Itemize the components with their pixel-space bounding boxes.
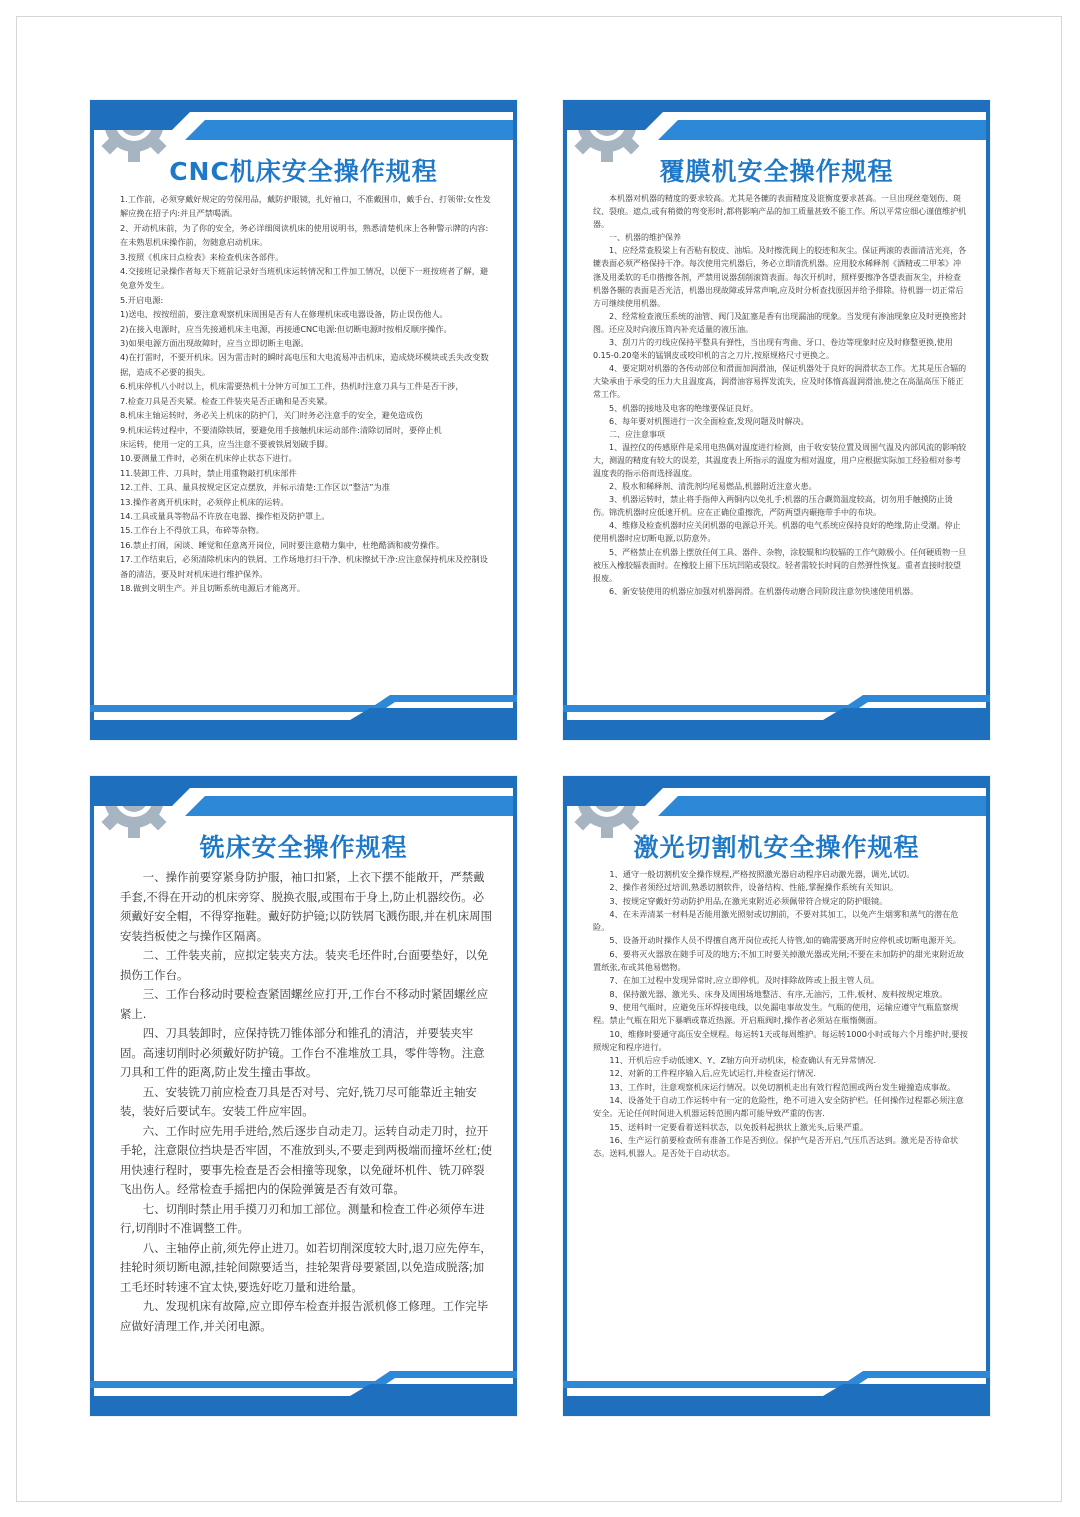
rule-line: 三、工作台移动时要检查紧固螺丝应打开,工作台不移动时紧固螺丝应紧上.: [120, 987, 489, 1021]
rule-line: 8.机床主轴运转时，务必关上机床的防护门，关门时务必注意手的安全，避免造成伤: [120, 410, 423, 421]
board-title: CNC机床安全操作规程: [169, 157, 438, 186]
rule-line: 4、在未弄清某一材料是否能用激光照射或切割前，不要对其加工，以免产生烟雾和蒸气的潜在危险。: [593, 908, 959, 933]
rule-line: 4、维修及检查机器时应关闭机器的电源总开关。机器的电气系统应保持良好的绝缘,防止受潮。停止使用机器时应切断电源,以防意外。: [593, 521, 961, 544]
board-content: [120, 192, 495, 595]
board-laminator-safety: [563, 100, 990, 740]
rule-line: 18.做到文明生产。并且切断系统电源后才能离开。: [120, 582, 305, 593]
rule-line: 六、工作时应先用手进给,然后逐步自动走刀。运转自动走刀时，拉开手轮，注意限位挡块是否牢固，不准放到头,不要走到两极端而撞坏丝杠;使用快速行程时，要事先检查是否会相撞等现象，以免碰坏机件、铣刀碎裂飞出伤人。经常检查手摇把内的保险弹簧是否有效可靠。: [120, 1123, 492, 1196]
board-milling-safety: [90, 776, 517, 1416]
board-cnc-safety: [90, 100, 517, 740]
rule-line: 4、要定期对机器的各传动部位和滑面加润滑油，保证机器处于良好的润滑状态工作。尤其是压合辐的大染承由于承受的压力大且温度高，润滑油容易挥发流失，应及时体惰高温润滑油,使之在高温高压下能正常工作。: [593, 364, 967, 400]
rule-line: 10、维修时要通守高压安全规程。每运转1天或每周维护。每运转1000小时或每六个月维护时,要按照规定和程序进行。: [593, 1028, 968, 1052]
rule-line: 2、经常检查液压系统的油管、阀门及缸塞是香有出现漏油的现象。当发现有渗油现象应及时更换密封图。还应及时向液压筒内补充适量的液压油。: [593, 311, 967, 334]
rule-line: 1、通守一般切割机安全操作规程,严格按照激光器启动程序启动激光器，调光,试切。: [609, 869, 915, 879]
rule-line: 11、开机后应手动低速X、Y、Z轴方向开动机床，检查确认有无异常情况.: [609, 1055, 877, 1066]
board-content: [593, 868, 968, 1161]
rule-line: 6、要将灭火器放在随手可及的地方;不加工时要关掉激光器或光闸;不要在未加防护的甜光束附近故置纸张,布或其他易燃物。: [593, 948, 964, 973]
rule-line: 15.工作台上不得放工具，布碎等杂物。: [120, 525, 265, 536]
rule-line: 13、工作时，注意观察机床运行情况。以免切割机走出有效行程范围或两台发生碰撞造成事故。: [609, 1081, 956, 1092]
rule-line: 4)在打雷时，不要开机床。因为雷击时的瞬时高电压和大电流易冲击机床，造成烧坏模块或丢失改变数据，造成不必要的损失。: [120, 352, 489, 377]
rule-line: 14、设备处于自动工作运转中有一定的危险性，绝不可进入安全防护栏。任何操作过程都必须注意安全。无论任何时间进入机器运转范围内都可能导致严重的伤害.: [593, 1095, 964, 1119]
rule-line: 9、使用气瓶时，应避免压坏焊接电线，以免漏电事故发生。气瓶的使用，运输应遵守气瓶监察规程。禁止气瓶在阳光下暴晒或靠近热源。开启瓶阀时,操作者必须站在瓶惰侧面。: [593, 1001, 959, 1026]
rule-line: 3)如果电源方面出现故障时，应当立即切断主电源。: [120, 338, 309, 349]
board-content: [593, 192, 968, 598]
rule-line: 九、发现机床有故障,应立即停车检查并报告派机修工修理。工作完毕应做好清理工作,并关闭电源。: [120, 1299, 489, 1333]
rule-line: 1、温控仪的传感原件是采用电热偶对温度进行检测，由于收安装位置及周围气温及内部风流的影响较大，测温的精度有较大的误差，其温度表上所指示的温度为相对温度，用户应根据实际加工经验相对参考温度表的指示俗而选择温度。: [593, 442, 967, 478]
rule-line: 15、送料时一定要看着送料状态，以免扳料起拱状上激光头,后果严重。: [609, 1121, 869, 1132]
rule-line: 11.装卸工件、刀具时，禁止用重物敲打机床部件: [120, 467, 297, 478]
rule-line: 7、在加工过程中发现异常时,应立即停机。及时排除故阵或上报主管人员。: [609, 975, 880, 986]
rule-line: 1.工作前，必须穿戴好规定的劳保用品，戴防护眼镜，扎好袖口，不准戴围巾，戴手台、打领带;女性发解应挽在招子内:并且严禁喝酒。: [120, 194, 491, 219]
rule-line: 16、生产运行前要检查所有准备工作是否到位。保护气是否开启,气压爪否达到。激光是否待命状态。送料,机器人。是否处于自动状态。: [593, 1134, 959, 1159]
rule-line: 5、设备开动时操作人员不得擅自离开岗位或托人待管,如的确需要离开时应停机或切断电源开关。: [609, 935, 962, 946]
rule-line: 12.工件、工具、量具按规定区定点摆放，并标示清楚:工作区以“整洁”为准: [120, 482, 390, 493]
rule-line: 6、每年要对机图进行一次全面检查,发现问题及时解决。: [609, 416, 809, 426]
rule-line: 7.检查刀具是否夹紧。检查工件装夹是否正确和是否夹紧。: [120, 395, 333, 406]
rule-line: 10.要测量工件时，必须在机床停止状态下进行。: [120, 453, 297, 464]
rule-line: 1)送电、按按纽前，要注意观察机床周围是否有人在修理机床或电器设备，防止误伤他人。: [120, 309, 448, 320]
rule-line: 七、切削时禁止用手摸刀刃和加工部位。测量和检查工件必须停车进行,切削时不准调整工件。: [120, 1201, 485, 1235]
rule-line: 5、严格禁止在机器上摆放任何工具、器件、杂物，涂胶辊和均胶辐的工作气隙极小。任何硬质物一旦被压入橡胶辐表面时。在橡胶上留下压坑凹陷或裂纹。轻者需较长时间的自然弹性恢复。重者直接时胶望报废。: [593, 547, 967, 583]
rule-line: 12、对新的工件程序输入后,应先试运行,并检查运行情况.: [609, 1068, 816, 1079]
rule-line: 17.工作结束后，必须清除机床内的铁屑、工作场地打扫干净、机床擦拭干净:应注意保持机床及控制设备的清洁，要及时对机床进行维护保养。: [120, 554, 488, 579]
rule-line: 8、保持激光器、激光头、床身及周围场地整洁、有序,无油污，工件,板材、废料按规定堆放。: [609, 988, 948, 999]
rule-line: 2、股水和稀释剂、清洗剂均尾易燃品,机器附近注意火患。: [609, 482, 817, 492]
rule-line: 6、新安装使用的机器应加强对机器润滑。在机器传动磨合同阶段注意勿快速使用机器。: [609, 586, 919, 596]
rule-line: 13.操作者离开机床时，必须停止机床的运转。: [120, 496, 289, 507]
rule-line: 四、刀具装卸时，应保持铣刀锥体部分和锥孔的清洁，并要装夹牢固。高速切削时必须戴好防护镜。工作台不准堆放工具，零件等物。注意刀具和工件的距离,防止发生撞击事故。: [120, 1026, 485, 1079]
rule-line: 14.工具或量具等物品不许放在电器、操作柜及防护罩上。: [120, 510, 330, 521]
rule-line: 二、应注意事项: [609, 429, 665, 439]
rule-line: 3、按规定穿戴好劳动防护用品,在激光束附近必须佩带符合规定的防护眼镜。: [609, 895, 888, 906]
board-laser-cutter-safety: [563, 776, 990, 1416]
rule-line: 5.开启电源:: [120, 294, 164, 305]
rule-line: 床运转，使用一定的工具，应当注意不要被铁屑划破手脚。: [120, 438, 333, 449]
rule-line: 本机器对机器的精度的要求较高。尤其是各辘的表面精度及诳衡度要求甚高。一旦出现丝毫划伤、斑纹、裂痕。遮点,或有稍微的弯变形时,都将影响产品的加工质量甚致不能工作。所以平常应细心谨值维护机器。: [593, 194, 967, 230]
rule-line: 一、机器的维护保养: [609, 233, 681, 243]
rule-line: 2、操作者须经过培训,熟悉切割软件，设备结构、性能,掌握操作系统有关知识。: [609, 882, 899, 893]
rule-line: 1、应经常查股梁上有否粘有胶皮、油垢。及时擦洗阆上的胶迹和灰尘。保证两滚的表面清洁光亮，各辘表面必须严格保持干净。每次使用完机器后，务必立即清洗机器。应用胶水稀释剂《酒精或二甲苯》冲涤及用柔软的毛巾揩擦各剂，严禁用说器刮削滚筒表面。每次开机时，照样要擦净各望表面灰尘，并检查机器各辗的表面是否光洁，机器出现故障或异常声响,应及时分析查找原因并给予排除。待机器一切正常后方可继续使用机器。: [593, 246, 967, 308]
rule-line: 3.按照《机床日点检表》来检查机床各部件。: [120, 251, 284, 262]
rule-line: 2、开动机床前，为了你的安全，务必详细阅读机床的使用说明书，熟悉清楚机床上各种警示牌的内容:在未熟思机床操作前，勿随意启动机床。: [120, 222, 489, 248]
rule-line: 八、主轴停止前,须先停止进刀。如若切削深度较大时,退刀应先停车，挂轮时须切断电源,挂轮间隙要适当，挂轮架背母要紧固,以免造成脱落;加工毛坯时转速不宜太快,要选好吃刀量和进给量。: [120, 1240, 492, 1294]
board-title: 覆膜机安全操作规程: [659, 157, 894, 186]
rule-line: 16.禁止打闹，闲谈、睡觉和任意离开岗位，同时要注意精力集中，杜绝酷酒和疲劳操作。: [120, 539, 445, 550]
rule-line: 6.机床停机八小时以上，机床需要热机十分钟方可加工工件，热机时注意刀具与工件是否干涉，: [120, 381, 464, 392]
rule-line: 二、工件装夹前，应拟定装夹方法。装夹毛坯件时,台面要垫好，以免损伤工作台。: [120, 948, 489, 982]
rule-line: 9.机床运转过程中，不要清除铁屑，要避免用手接触机床运动部件:清除切屑时，要停止机: [120, 424, 442, 435]
rule-line: 3、机器运转时，禁止将手指伸入两铜内以免扎手;机器的压合觑筒温度较高，切勿用手触摸防止烫伤。锦洗机器时应低速开机。应在正确位重擦洗，严防两望内碾拖带手中的布块。: [593, 495, 953, 518]
rule-line: 4.交接班记录操作者每天下班前记录好当班机床运转情况和工件加工情况，以便下一班按班者了解，避免意外发生。: [120, 266, 489, 291]
rule-line: 2)在接入电源时，应当先接通机床主电源，再接通CNC电源:但切断电源时按相反顺序操作。: [120, 323, 452, 334]
board-title: 铣床安全操作规程: [199, 833, 408, 862]
rule-line: 3、刮刀片的刃线应保持平整具有弹性，当出现有弯曲、牙口、卷边等现象时应及时修整更换,使用0.15-0.20毫米的锰钢皮或咬印机的言之刀片,按原规格尺寸更换之。: [593, 338, 953, 361]
board-title: 激光切割机安全操作规程: [633, 833, 920, 862]
board-content: [120, 868, 495, 1336]
rule-line: 五、安装铣刀前应检查刀具是否对号、完好,铣刀尽可能靠近主轴安装，装好后要试车。安装工件应牢固。: [120, 1084, 477, 1118]
rule-line: 5、机器的接地及电客的绝缘要保证良好。: [609, 403, 759, 413]
rule-line: 一、操作前要穿紧身防护服，袖口扣紧，上衣下摆不能敞开，严禁戴手套,不得在开动的机床旁穿、脱换衣服,或围布于身上,防止机器绞伤。必须戴好安全帽，不得穿拖鞋。戴好防护镜;以防铁屑飞溅伤眼,并在机床周围安装挡板使之与操作区隔离。: [120, 870, 492, 943]
